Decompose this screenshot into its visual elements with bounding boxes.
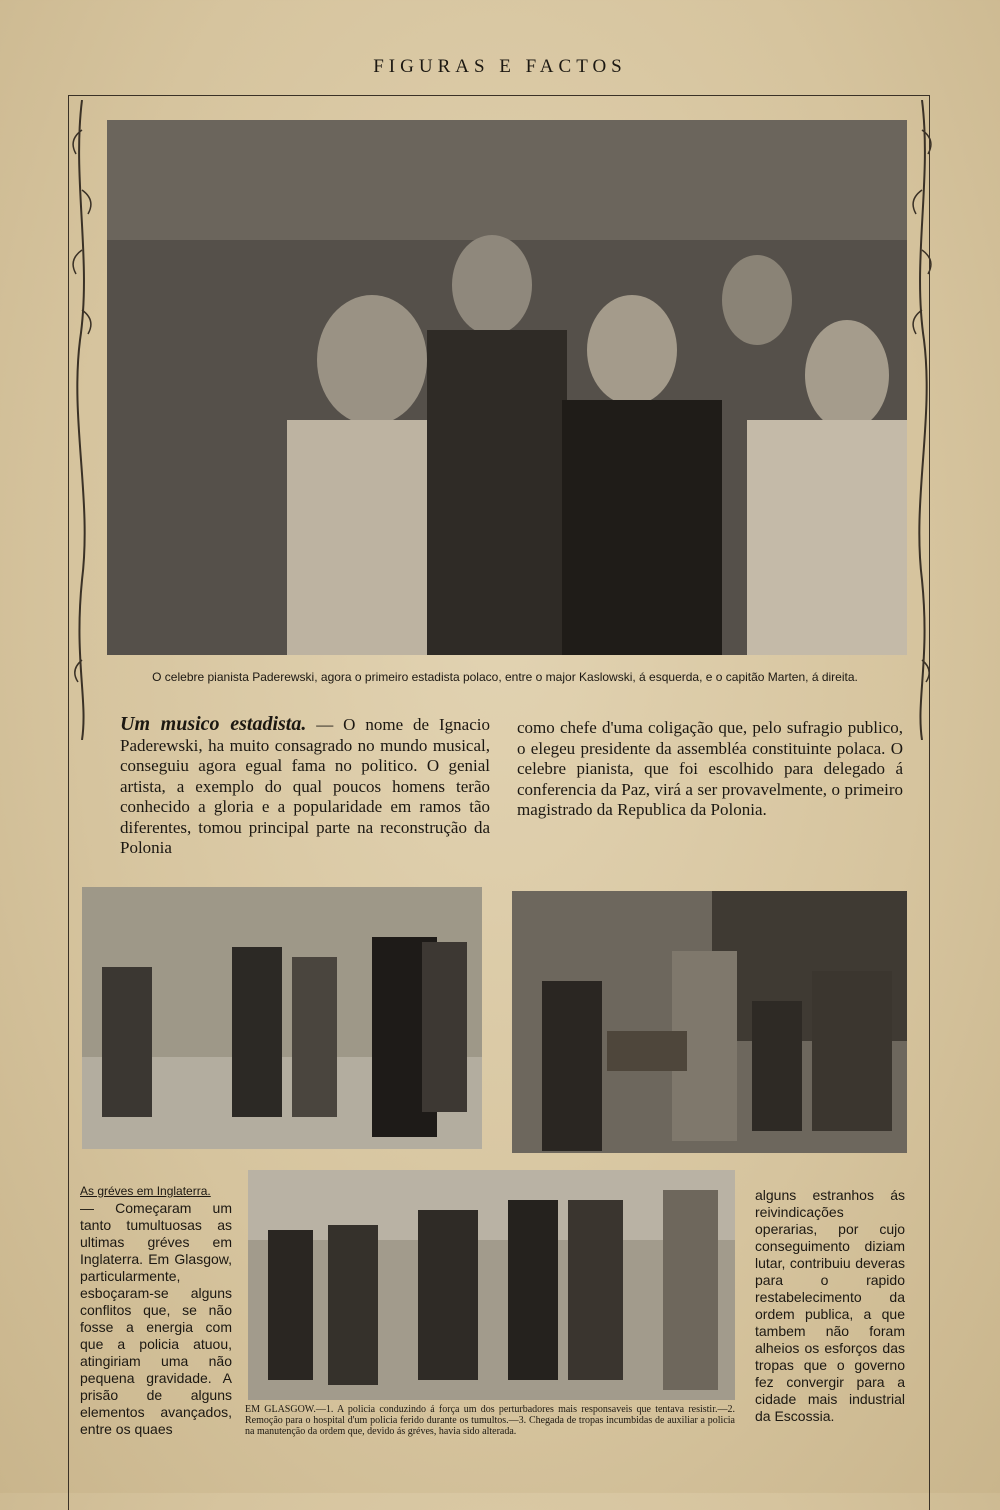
paderewski-photo — [107, 120, 907, 655]
page-header: FIGURAS E FACTOS — [373, 56, 627, 77]
article-column-2: como chefe d'uma coligação que, pelo sufragio publico, o elegeu presidente da assembléa constituinte polaca. O celebre pianista, que foi escolhido para delegado á conferencia da Paz, virá a ser provavelmente, o primeiro magistrado da Republica da Polonia. — [517, 718, 903, 819]
article-column-1 — [120, 714, 490, 859]
article-lead-title: Um musico estadista. — [120, 713, 307, 735]
glasgow-caption: EM GLASGOW.—1. A policia conduzindo á força um dos perturbadores mais responsaveis que tentava resistir.—2. Remoção para o hospital d'um policia ferido durante os tumultos.—3. Chegada de tropas incumbidas de auxiliar a policia na manutenção da ordem que, devido ás gréves, havia sido alterada. — [245, 1404, 735, 1437]
strikes-title: As gréves em Inglaterra. — [80, 1184, 211, 1198]
glasgow-photo-3 — [248, 1170, 735, 1400]
glasgow-photo-1 — [82, 887, 482, 1149]
article-col1-text: — O nome de Ignacio Paderewski, ha muito consagrado no mundo musical, conseguiu agora egual fama no politico. O genial artista, a exemplo do qual poucos homens terão conhecido a gloria e a popularidade em ramos tão diferentes, tomou principal parte na reconstrução da Polonia — [120, 715, 490, 857]
top-photo-caption: O celebre pianista Paderewski, agora o primeiro estadista polaco, entre o major Kaslowski, á esquerda, e o capitão Marten, á direita. — [152, 670, 858, 684]
strikes-right-text: alguns estranhos ás reivindicações operarias, por cujo conseguimento diziam lutar, contribuiu deveras para o rapido restabelecimento da ordem publica, a que tambem não foram alheios os esforços das tropas que o governo fez convergir para a cidade mais industrial da Escossia. — [755, 1187, 905, 1424]
right-vine-ornament — [902, 100, 942, 740]
glasgow-photo-2 — [512, 891, 907, 1153]
left-vine-ornament — [62, 100, 102, 740]
strikes-left-text: — Começaram um tanto tumultuosas as ultimas gréves em Inglaterra. Em Glasgow, particularmente, esboçaram-se alguns conflitos que, se não fosse a energia com que a policia atuou, atingiriam uma não pequena gravidade. A prisão de alguns elementos avançados, entre os quaes — [80, 1200, 232, 1437]
strikes-left-column — [80, 1183, 232, 1438]
